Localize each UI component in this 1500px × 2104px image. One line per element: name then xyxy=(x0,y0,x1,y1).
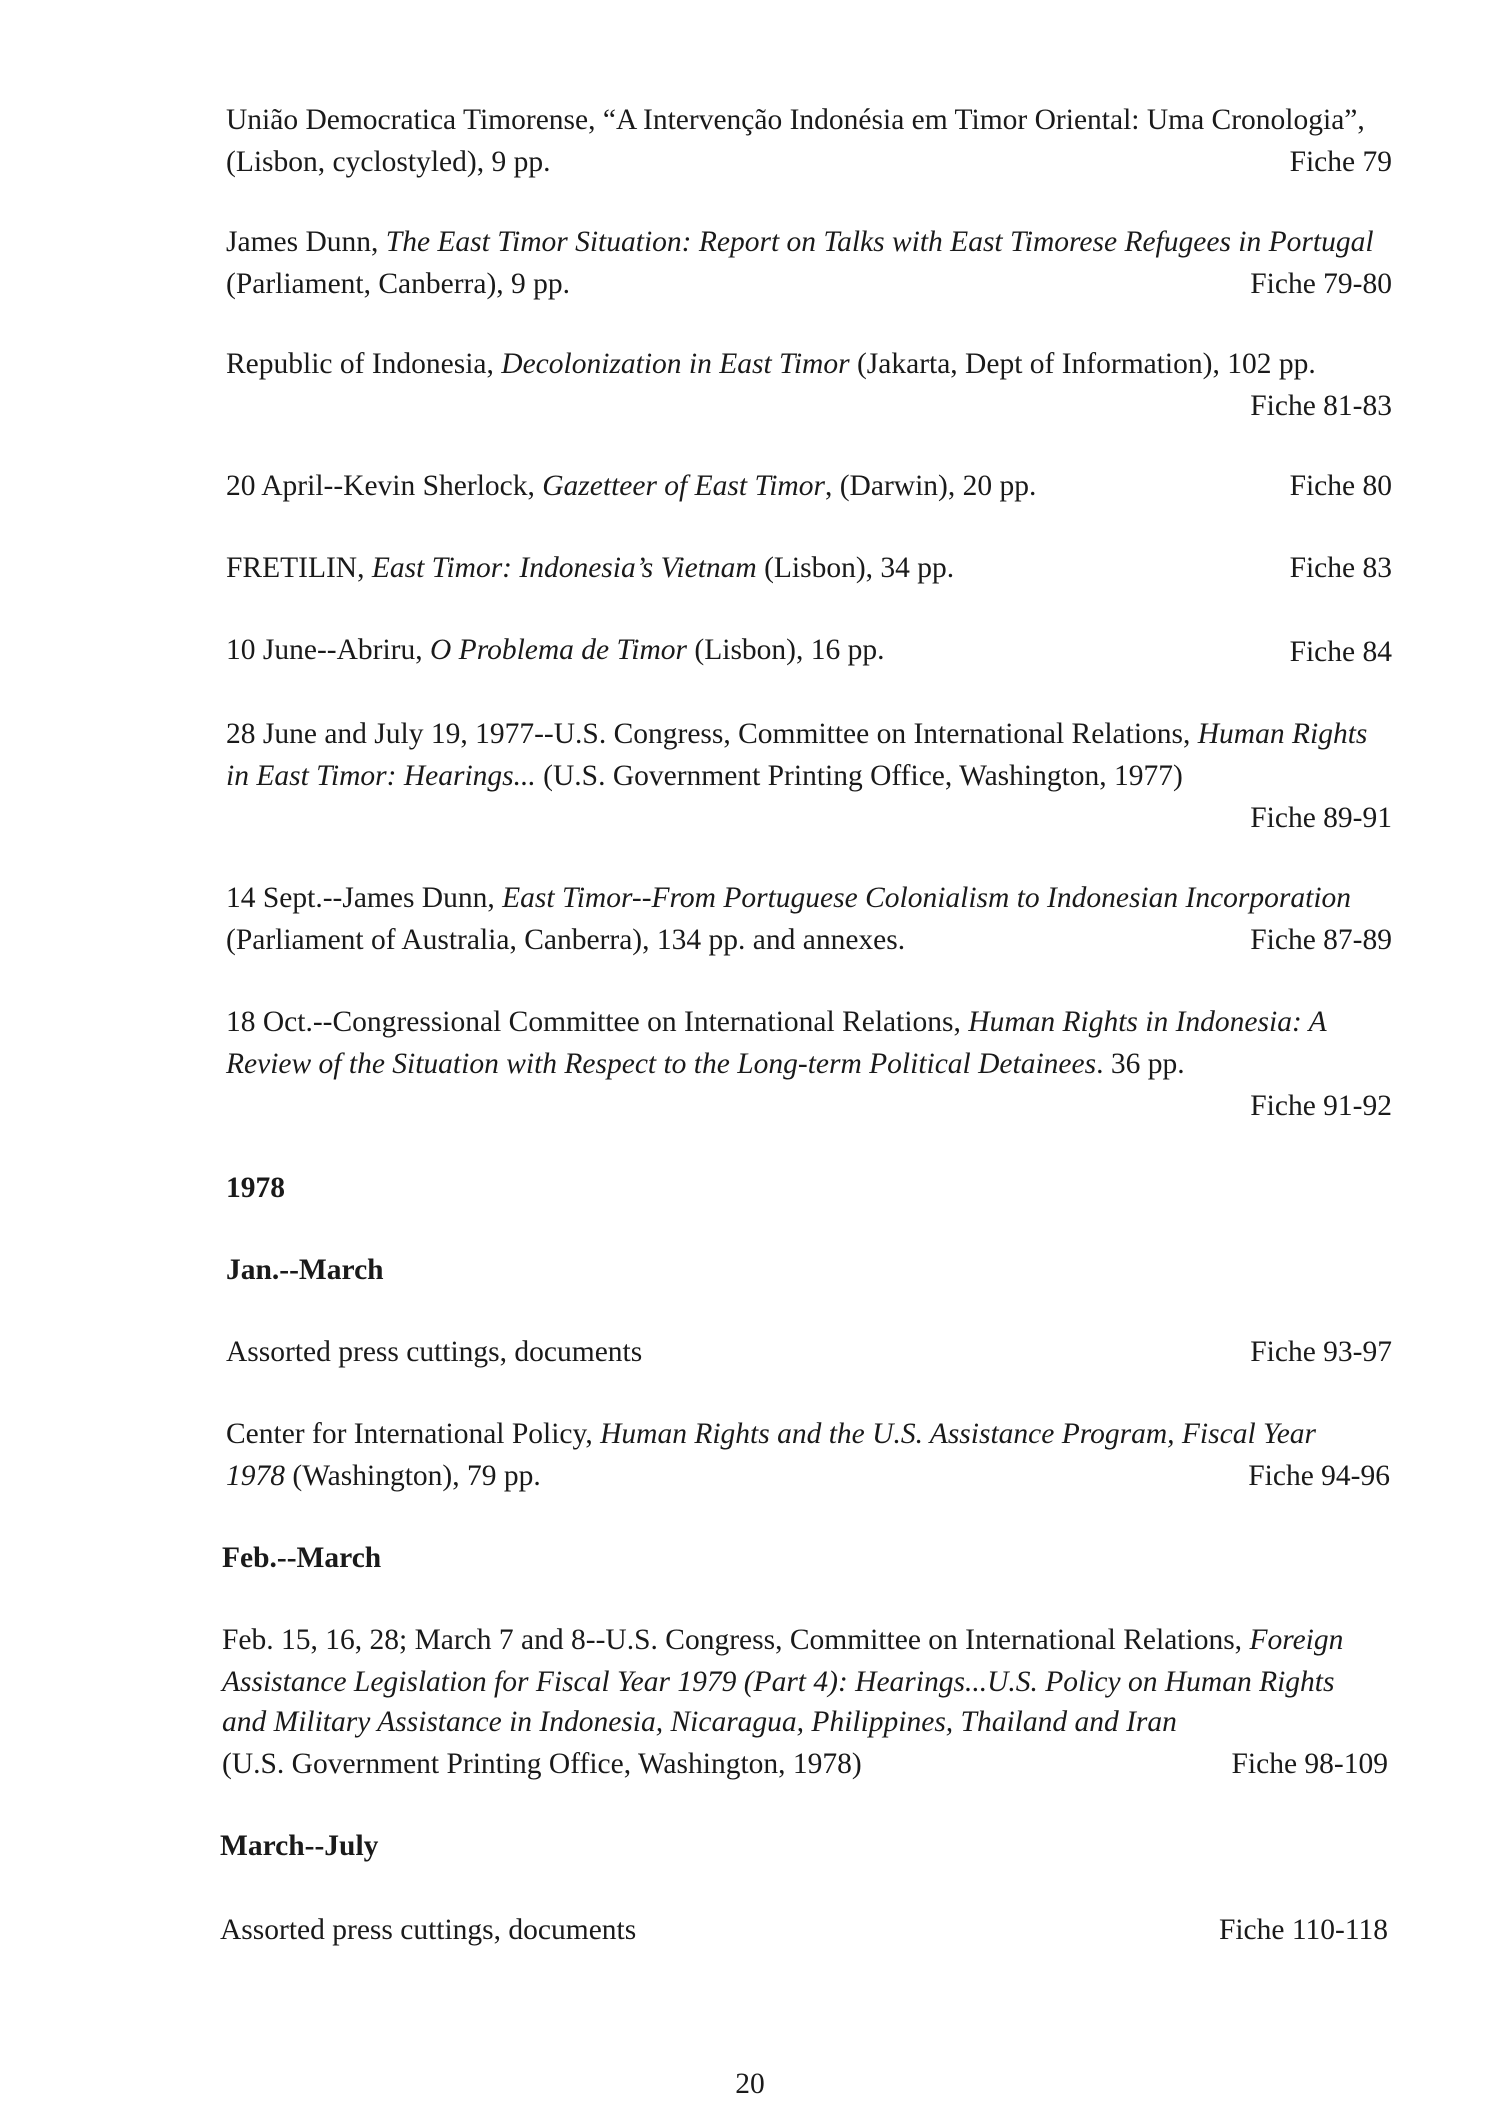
fiche-reference: Fiche 94-96 xyxy=(1248,1460,1390,1492)
fiche-reference: Fiche 80 xyxy=(1289,470,1392,502)
fiche-reference: Fiche 87-89 xyxy=(1250,924,1392,956)
fiche-reference: Fiche 81-83 xyxy=(1250,390,1392,422)
entry-line: 14 Sept.--James Dunn, East Timor--From Portuguese Colonialism to Indonesian Incorporation xyxy=(226,882,1352,914)
entry-line: 10 June--Abriru, O Problema de Timor (Lisbon), 16 pp. xyxy=(226,634,885,666)
entry-line: and Military Assistance in Indonesia, Nicaragua, Philippines, Thailand and Iran xyxy=(222,1706,1177,1738)
entry-line: (U.S. Government Printing Office, Washington, 1978) xyxy=(222,1748,862,1780)
page-number: 20 xyxy=(735,2068,765,2100)
entry-line: Assorted press cuttings, documents xyxy=(226,1336,643,1368)
section-heading: March--July xyxy=(220,1830,379,1862)
fiche-reference: Fiche 79-80 xyxy=(1250,268,1392,300)
entry-line: Assistance Legislation for Fiscal Year 1979 (Part 4): Hearings...U.S. Policy on Human Rights xyxy=(222,1666,1335,1698)
fiche-reference: Fiche 93-97 xyxy=(1250,1336,1392,1368)
entry-line: Republic of Indonesia, Decolonization in East Timor (Jakarta, Dept of Information), 102 pp. xyxy=(226,348,1316,380)
entry-line: FRETILIN, East Timor: Indonesia’s Vietnam (Lisbon), 34 pp. xyxy=(226,552,955,584)
fiche-reference: Fiche 79 xyxy=(1289,146,1392,178)
fiche-reference: Fiche 91-92 xyxy=(1250,1090,1392,1122)
entry-line: 1978 (Washington), 79 pp. xyxy=(226,1460,541,1492)
fiche-reference: Fiche 84 xyxy=(1289,636,1392,668)
entry-line: União Democratica Timorense, “A Intervenção Indonésia em Timor Oriental: Uma Cronologia”, xyxy=(226,104,1365,136)
fiche-reference: Fiche 98-109 xyxy=(1231,1748,1388,1780)
section-heading: Feb.--March xyxy=(222,1542,382,1574)
entry-line: (Parliament of Australia, Canberra), 134 pp. and annexes. xyxy=(226,924,906,956)
entry-line: Center for International Policy, Human Rights and the U.S. Assistance Program, Fiscal Year xyxy=(226,1418,1317,1450)
entry-line: 20 April--Kevin Sherlock, Gazetteer of East Timor, (Darwin), 20 pp. xyxy=(226,470,1037,502)
entry-line: 18 Oct.--Congressional Committee on International Relations, Human Rights in Indonesia: A xyxy=(226,1006,1327,1038)
entry-line: (Lisbon, cyclostyled), 9 pp. xyxy=(226,146,551,178)
entry-line: James Dunn, The East Timor Situation: Report on Talks with East Timorese Refugees in Portugal xyxy=(226,226,1374,258)
fiche-reference: Fiche 83 xyxy=(1289,552,1392,584)
entry-line: 28 June and July 19, 1977--U.S. Congress, Committee on International Relations, Human Rights xyxy=(226,718,1368,750)
entry-line: Review of the Situation with Respect to the Long-term Political Detainees. 36 pp. xyxy=(226,1048,1185,1080)
entry-line: Feb. 15, 16, 28; March 7 and 8--U.S. Congress, Committee on International Relations, Foreign xyxy=(222,1624,1344,1656)
entry-line: Assorted press cuttings, documents xyxy=(220,1914,637,1946)
fiche-reference: Fiche 89-91 xyxy=(1250,802,1392,834)
section-heading: Jan.--March xyxy=(226,1254,384,1286)
section-heading: 1978 xyxy=(226,1172,285,1204)
entry-line: in East Timor: Hearings... (U.S. Government Printing Office, Washington, 1977) xyxy=(226,760,1183,792)
entry-line: (Parliament, Canberra), 9 pp. xyxy=(226,268,571,300)
fiche-reference: Fiche 110-118 xyxy=(1218,1914,1388,1946)
